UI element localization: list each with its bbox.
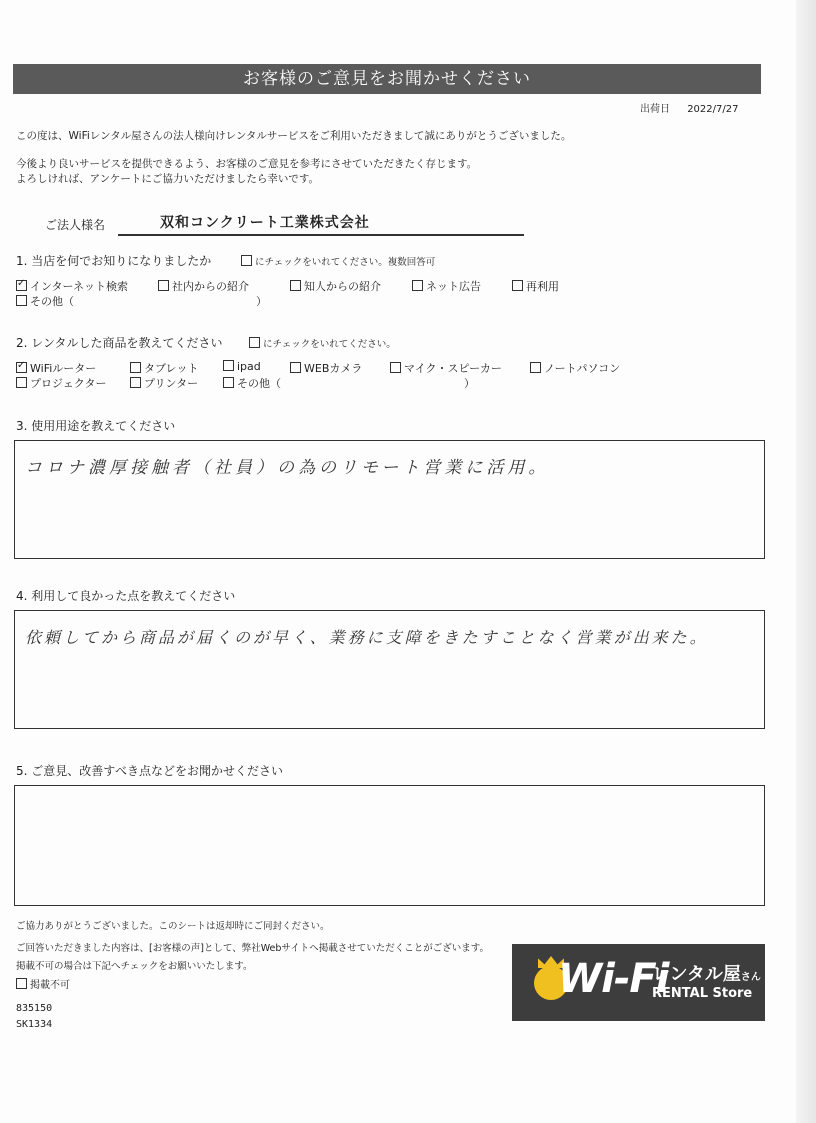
intro-line-3: よろしければ、アンケートにご協力いただけましたら幸いです。 (16, 173, 320, 185)
form-code-2: SK1334 (16, 1019, 53, 1030)
checkbox-icon[interactable] (512, 280, 523, 291)
footer-optout-note: 掲載不可の場合は下記へチェックをお願いいたします。 (16, 961, 253, 972)
option-label: 社内からの紹介 (172, 280, 249, 293)
paper-edge (796, 0, 816, 1123)
ship-date-label: 出荷日 (640, 104, 670, 115)
q1-option-other[interactable] (16, 293, 74, 309)
checkbox-icon[interactable] (223, 360, 234, 371)
checkbox-icon[interactable] (290, 280, 301, 291)
q4-title: 4. 利用して良かった点を教えてください (16, 589, 236, 603)
checkbox-icon[interactable] (530, 362, 541, 373)
footer-publish-note: ご回答いただきました内容は、[お客様の声]として、弊社Webサイトへ掲載させていただくことがございます。 (16, 943, 490, 954)
intro-line-1: この度は、WiFiレンタル屋さんの法人様向けレンタルサービスをご利用いただきまして誠にありがとうございました。 (16, 130, 572, 142)
brand-logo (512, 944, 765, 1021)
option-label: タブレット (144, 362, 199, 375)
checkbox-icon[interactable] (130, 362, 141, 373)
checkbox-icon[interactable] (223, 377, 234, 388)
option-label: 知人からの紹介 (304, 280, 381, 293)
option-label: 再利用 (526, 280, 559, 293)
option-label: ipad (237, 360, 261, 373)
q1-other-close-paren: ） (256, 295, 267, 308)
checkbox-icon (241, 255, 252, 266)
q2-option-ipad[interactable] (223, 360, 261, 373)
q2-option-projector[interactable] (16, 375, 107, 391)
q2-option-mic-speaker[interactable] (390, 360, 502, 376)
corporate-label: ご法人様名 (45, 218, 106, 232)
checkbox-checked-icon[interactable] (16, 280, 27, 291)
option-label: WEBカメラ (304, 362, 363, 375)
checkbox-icon[interactable] (412, 280, 423, 291)
q1-option-internet-search[interactable] (16, 278, 128, 294)
option-label: その他（ (30, 295, 74, 308)
checkbox-checked-icon[interactable] (16, 362, 27, 373)
logo-jp-small: さん (740, 972, 761, 983)
q5-title: 5. ご意見、改善すべき点などをお聞かせください (16, 764, 284, 778)
q2-option-printer[interactable] (130, 375, 198, 391)
q2-other-close-paren: ） (464, 377, 475, 390)
footer-optout-option[interactable] (16, 976, 70, 991)
q2-option-webcam[interactable] (290, 360, 362, 376)
checkbox-icon[interactable] (16, 295, 27, 306)
page-title: お客様のご意見をお聞かせください (13, 64, 761, 94)
checkbox-icon (249, 337, 260, 348)
checkbox-icon[interactable] (16, 978, 27, 989)
corporate-underline (118, 234, 524, 236)
option-label: その他（ (237, 377, 281, 390)
logo-jp-text (652, 960, 761, 986)
logo-jp-main: レンタル屋 (652, 964, 741, 985)
q2-option-laptop[interactable] (530, 360, 620, 376)
q3-answer-box[interactable] (14, 440, 765, 559)
q4-answer-box[interactable] (14, 610, 765, 729)
ship-date-row (640, 100, 752, 115)
q2-option-other[interactable] (223, 375, 281, 391)
intro-line-2: 今後より良いサービスを提供できるよう、お客様のご意見を参考にさせていただきたく存じます。 (16, 158, 478, 170)
option-label: プロジェクター (30, 377, 107, 390)
footer-thanks: ご協力ありがとうございました。このシートは返却時にご同封ください。 (16, 921, 330, 932)
option-label: WiFiルーター (30, 362, 97, 375)
logo-wifi-text: Wi-Fi (558, 956, 669, 1002)
q1-option-friend-referral[interactable] (290, 278, 381, 294)
q1-option-reuse[interactable] (512, 278, 559, 294)
checkbox-icon[interactable] (390, 362, 401, 373)
option-label: インターネット検索 (30, 280, 129, 293)
option-label: マイク・スピーカー (404, 362, 502, 375)
option-label: プリンター (144, 377, 199, 390)
q4-handwritten-answer: 依頼してから商品が届くのが早く、業務に支障をきたすことなく営業が出来た。 (25, 628, 709, 647)
q2-option-wifi-router[interactable] (16, 360, 96, 376)
q2-option-tablet[interactable] (130, 360, 198, 376)
q1-option-internal-referral[interactable] (158, 278, 249, 294)
checkbox-icon[interactable] (158, 280, 169, 291)
corporate-name[interactable]: 双和コンクリート工業株式会社 (160, 215, 370, 231)
logo-en-text: RENTAL Store (652, 986, 753, 1001)
checkbox-icon[interactable] (130, 377, 141, 388)
q5-answer-box[interactable] (14, 785, 765, 906)
option-label: ネット広告 (426, 280, 481, 293)
checkbox-icon[interactable] (290, 362, 301, 373)
option-label: 掲載不可 (30, 980, 70, 991)
q1-note (241, 254, 435, 268)
q1-note-text: にチェックをいれてください。複数回答可 (255, 257, 436, 268)
checkbox-icon[interactable] (16, 377, 27, 388)
ship-date-value: 2022/7/27 (687, 104, 739, 115)
q2-note-text: にチェックをいれてください。 (263, 339, 396, 350)
q1-option-net-ad[interactable] (412, 278, 481, 294)
q3-handwritten-answer: コロナ濃厚接触者（社員）の為のリモート営業に活用。 (25, 458, 550, 478)
q2-title: 2. レンタルした商品を教えてください (16, 336, 223, 350)
option-label: ノートパソコン (544, 362, 621, 375)
q3-title: 3. 使用用途を教えてください (16, 419, 176, 433)
form-code-1: 835150 (16, 1003, 53, 1014)
q1-title: 1. 当店を何でお知りになりましたか (16, 254, 212, 268)
q2-note (249, 336, 396, 350)
